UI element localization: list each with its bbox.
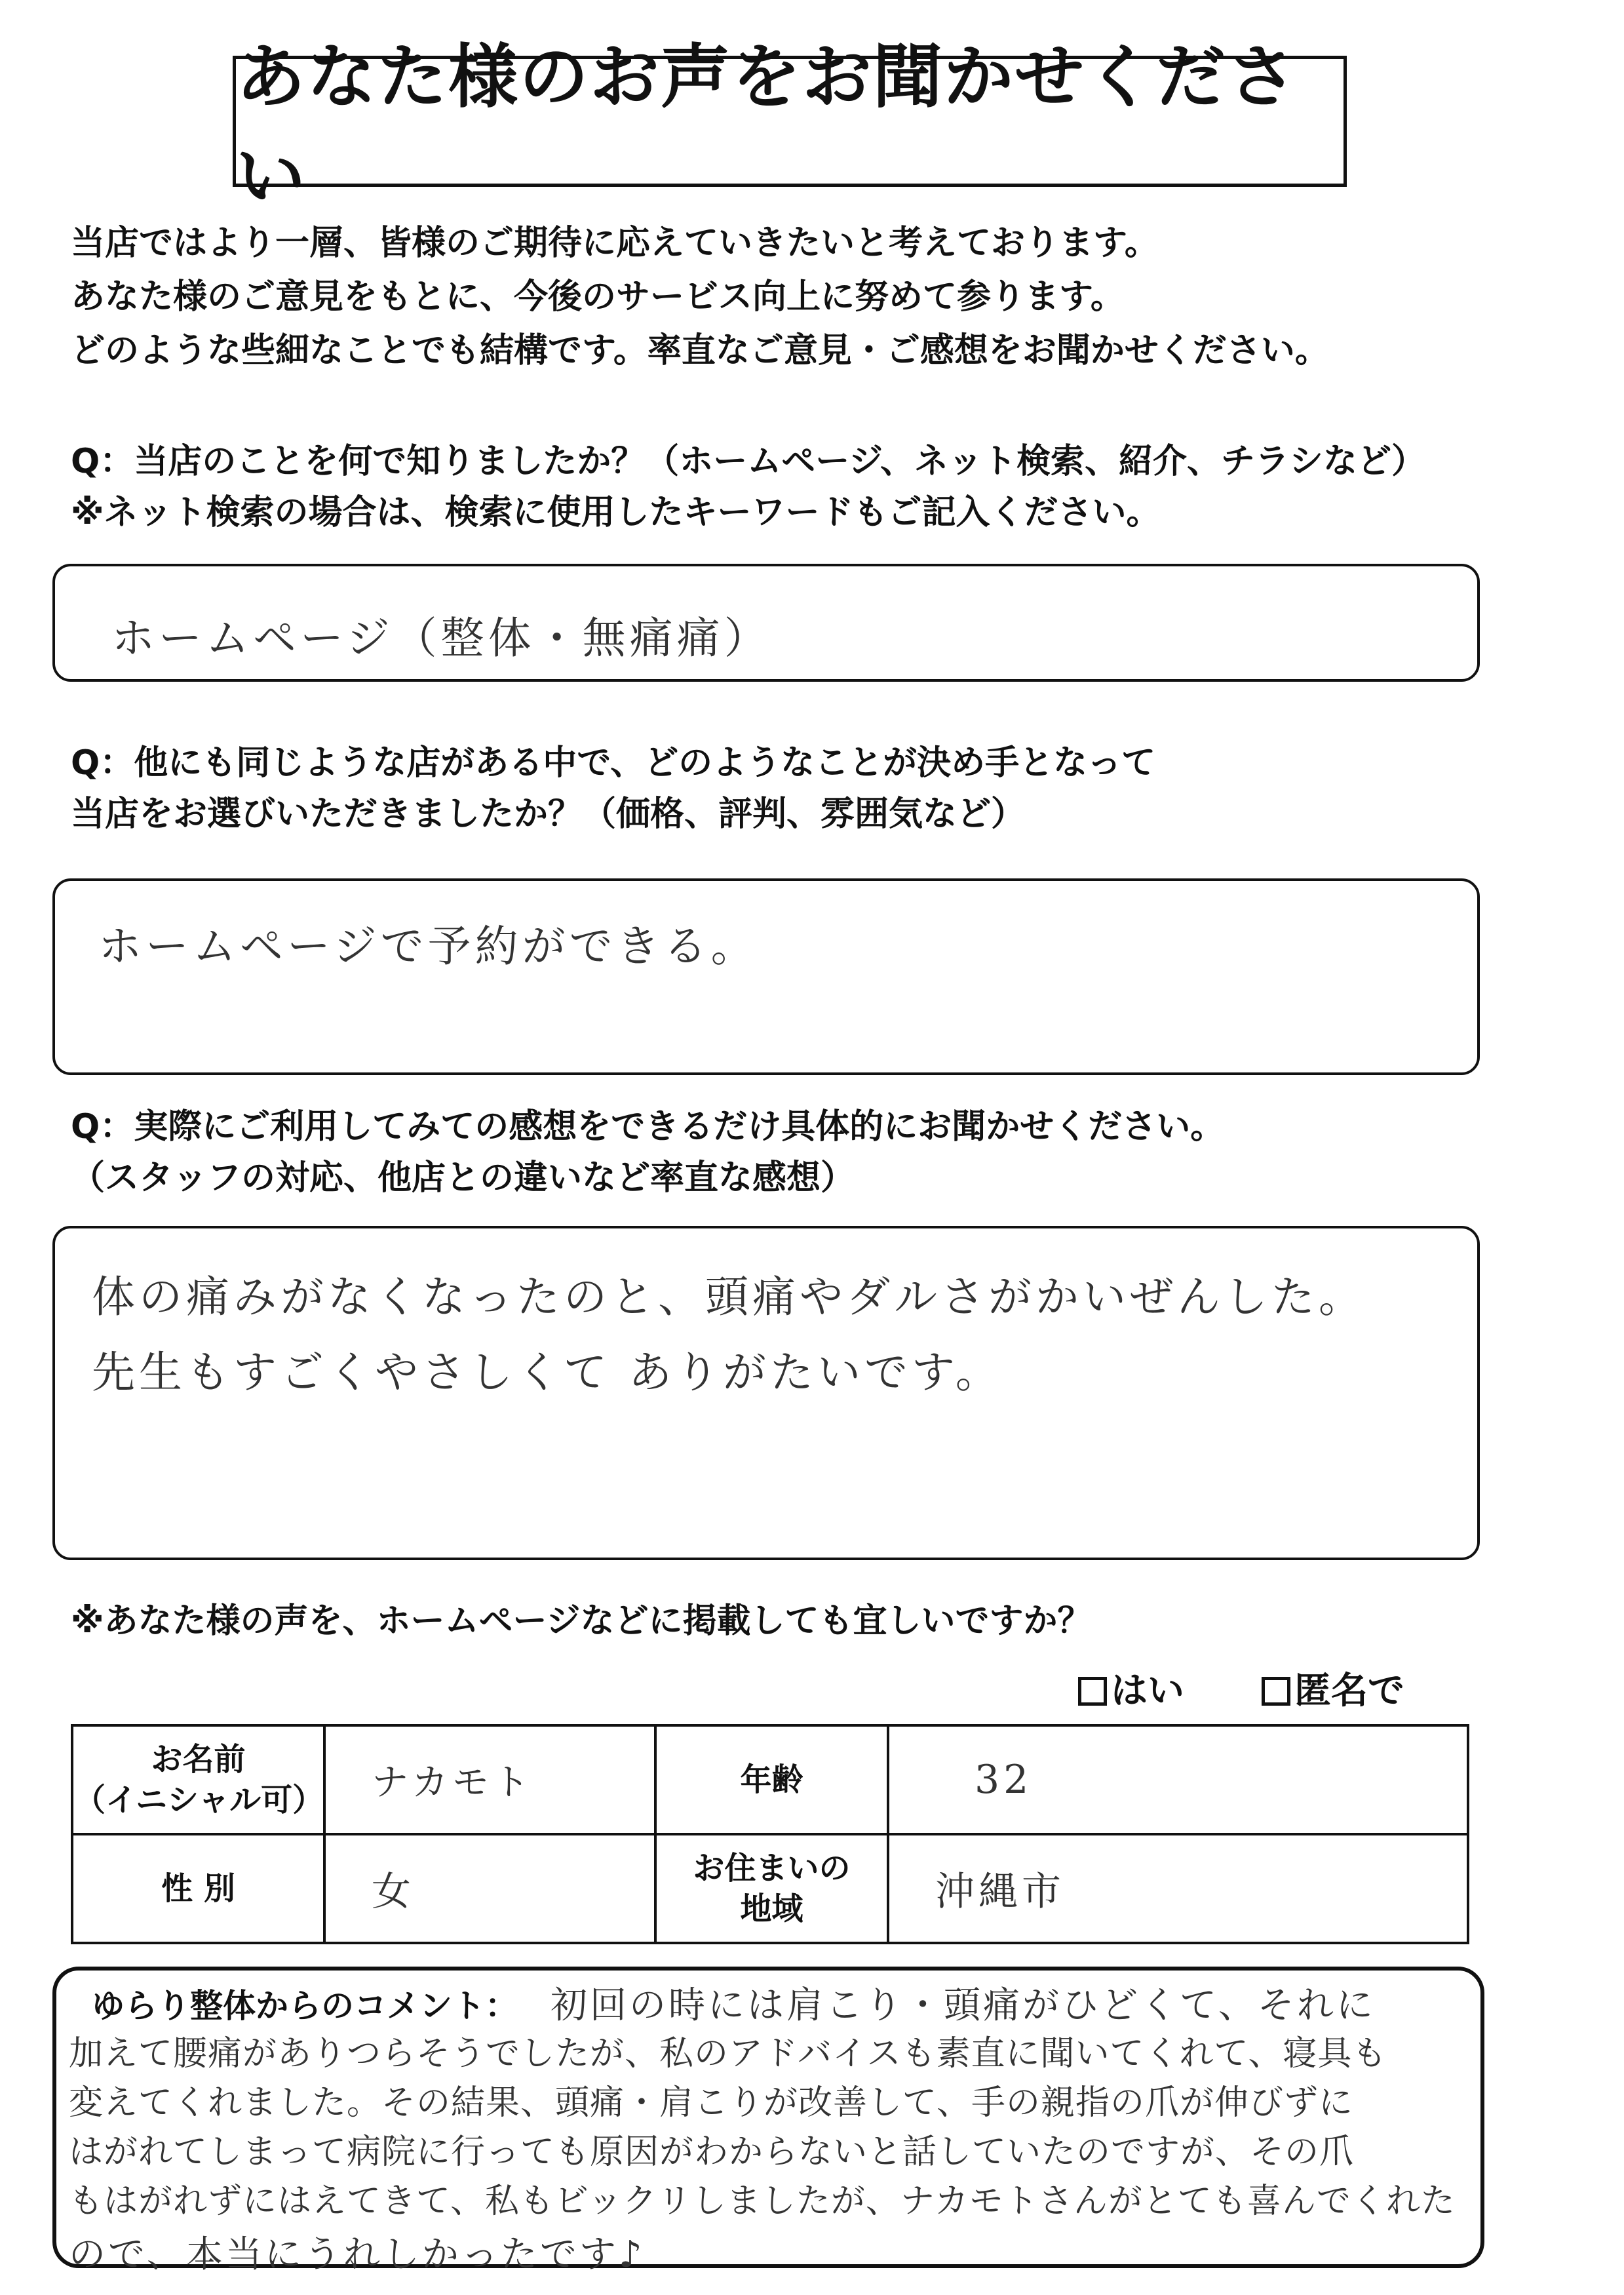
- name-label-sub: （イニシャル可）: [74, 1782, 324, 1818]
- question-2: [71, 737, 1155, 840]
- consent-question: ※あなた様の声を、ホームページなどに掲載しても宜しいですか？: [71, 1601, 1092, 1641]
- area-label: [655, 1834, 888, 1943]
- table-row: [72, 1834, 1468, 1943]
- age-label-text: 年齢: [740, 1761, 803, 1798]
- age-field[interactable]: [888, 1725, 1468, 1834]
- question-line: （スタッフの対応、他店との違いなど率直な感想）: [71, 1158, 855, 1198]
- intro-line: あなた様のご意見をもとに、今後のサービス向上に努めて参ります。: [71, 277, 1125, 317]
- gender-field[interactable]: [324, 1834, 655, 1943]
- comment-line: 初回の時には肩こり・頭痛がひどくて、それに: [551, 1984, 1376, 2027]
- gender-value: 女: [372, 1869, 415, 1915]
- page-title: あなた様のお声をお聞かせください: [233, 56, 1347, 187]
- area-label-sub: 地域: [740, 1891, 803, 1927]
- answer-3-line: 体の痛みがなくなったのと、頭痛やダルさがかいぜんした。: [92, 1272, 1366, 1322]
- info-table: [71, 1724, 1469, 1944]
- comment-line: 加えて腰痛がありつらそうでしたが、私のアドバイスも素直に聞いてくれて、寝具も: [69, 2034, 1387, 2073]
- question-1: [71, 436, 1425, 538]
- option-anonymous[interactable]: [1262, 1662, 1404, 1714]
- name-label: [72, 1725, 324, 1834]
- intro-line: 当店ではより一層、皆様のご期待に応えていきたいと考えております。: [71, 224, 1159, 263]
- answer-1-text: ホームページ（整体・無痛痛）: [111, 613, 771, 663]
- intro-text: [71, 216, 1329, 378]
- checkbox-anonymous[interactable]: [1262, 1677, 1290, 1706]
- question-line: Q：当店のことを何で知りましたか？（ホームページ、ネット検索、紹介、チラシなど）: [71, 442, 1426, 481]
- age-value: 32: [975, 1757, 1033, 1803]
- comment-line: ので、本当にうれしかったです♪: [69, 2233, 645, 2276]
- question-3: [71, 1101, 1224, 1204]
- answer-2-text: ホームページで予約ができる。: [98, 921, 758, 971]
- option-anonymous-label: 匿名で: [1294, 1670, 1404, 1712]
- area-value: 沖縄市: [935, 1869, 1065, 1915]
- comment-heading: ゆらり整体からのコメント：: [92, 1987, 518, 2025]
- comment-line: もはがれずにはえてきて、私もビックリしましたが、ナカモトさんがとても喜んでくれた: [69, 2182, 1456, 2221]
- question-line: 当店をお選びいただきましたか？（価格、評判、雰囲気など）: [71, 794, 1026, 834]
- option-yes[interactable]: [1078, 1662, 1184, 1714]
- gender-label-text: 性 別: [161, 1870, 235, 1907]
- answer-box-2[interactable]: [52, 878, 1480, 1075]
- question-line: ※ネット検索の場合は、検索に使用したキーワードもご記入ください。: [71, 493, 1161, 532]
- option-yes-label: はい: [1111, 1670, 1184, 1712]
- area-label-text: お住まいの: [693, 1850, 851, 1887]
- area-field[interactable]: [888, 1834, 1468, 1943]
- checkbox-yes[interactable]: [1078, 1677, 1107, 1706]
- name-value: ナカモト: [372, 1761, 533, 1804]
- gender-label: [72, 1834, 324, 1943]
- question-line: Q：実際にご利用してみての感想をできるだけ具体的にお聞かせください。: [71, 1107, 1225, 1147]
- answer-3-line: 先生もすごくやさしくて ありがたいです。: [92, 1347, 1003, 1398]
- comment-line: はがれてしまって病院に行っても原因がわからないと話していたのですが、その爪: [69, 2132, 1355, 2172]
- comment-line: 変えてくれました。その結果、頭痛・肩こりが改善して、手の親指の爪が伸びずに: [69, 2083, 1353, 2123]
- name-label-text: お名前: [151, 1741, 246, 1778]
- intro-line: どのような些細なことでも結構です。率直なご意見・ご感想をお聞かせください。: [71, 331, 1329, 370]
- question-line: Q：他にも同じような店がある中で、どのようなことが決め手となって: [71, 743, 1156, 783]
- table-row: [72, 1725, 1468, 1834]
- age-label: [655, 1725, 888, 1834]
- name-field[interactable]: [324, 1725, 655, 1834]
